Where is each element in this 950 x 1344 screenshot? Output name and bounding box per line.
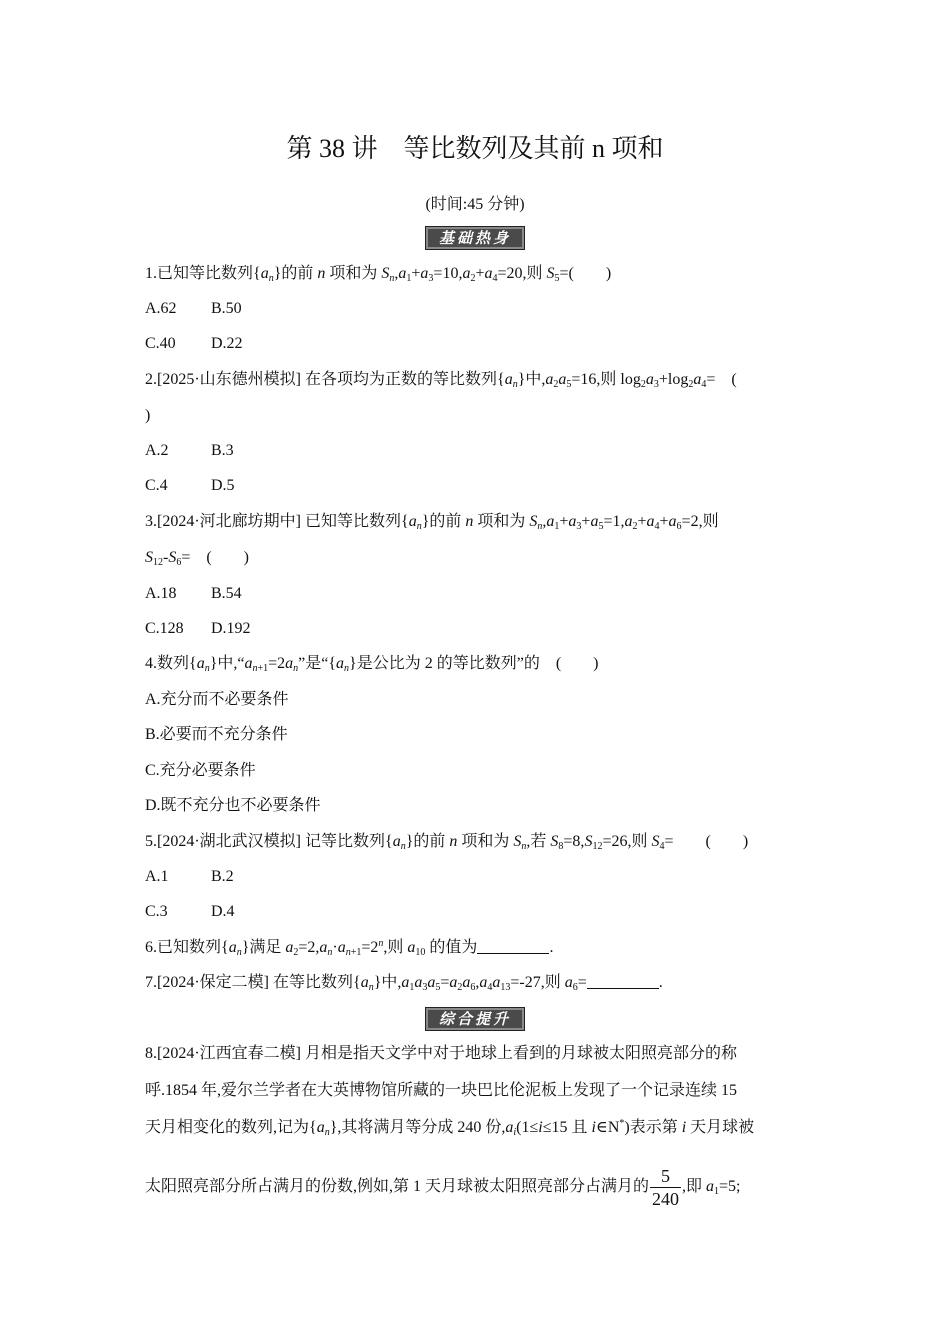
question-4-option-c: C.充分必要条件 xyxy=(145,762,256,779)
section-badge-basic: 基础热身 xyxy=(425,226,525,250)
question-5-options-row-2 xyxy=(145,901,235,923)
question-source: [2024·保定二模] xyxy=(157,974,269,991)
question-2-options-row-1 xyxy=(145,440,234,462)
question-2-options-row-2 xyxy=(145,475,235,497)
question-4-option-b: B.必要而不充分条件 xyxy=(145,726,288,743)
question-3-options-row-1 xyxy=(145,583,242,605)
question-2: 2.[2025·山东德州模拟] 在各项均为正数的等比数列$\{a_n\}$中$,a_2a_5=16$,则 $\log_2a_3+\log_2a_4=$ ( xyxy=(145,371,737,390)
option-d: D.192 xyxy=(211,620,251,637)
option-b: B.54 xyxy=(211,585,242,602)
option-c: C.128 xyxy=(145,620,184,637)
question-source: [2024·河北廊坊期中] xyxy=(157,513,301,530)
section-badge-advanced: 综合提升 xyxy=(425,1007,525,1031)
question-1: 1.已知等比数列$\{a_n\}$的前 n 项和为 $S_n,a_1+a_3=10,a_2+a_4=20$,则 $S_5=$( ) xyxy=(145,265,612,284)
option-b: B.2 xyxy=(211,868,234,885)
question-2-continuation: ) xyxy=(145,407,151,424)
question-3: 3.[2024·河北廊坊期中] 已知等比数列$\{a_n\}$的前 n 项和为 $S_n,a_1+a_3+a_5=1,a_2+a_4+a_6=2$,则 xyxy=(145,513,719,532)
fraction-numerator: 5 xyxy=(661,1166,671,1186)
time-limit-note: (时间:45 分钟) xyxy=(425,196,525,213)
option-c: C.4 xyxy=(145,477,168,494)
question-source: [2024·湖北武汉模拟] xyxy=(157,833,301,850)
page-title: 第 38 讲 等比数列及其前 n 项和 xyxy=(286,134,664,163)
option-c: C.40 xyxy=(145,335,176,352)
question-1-options-row-1 xyxy=(145,298,242,320)
question-3-continuation: $S_{12}-S_6=$ ( ) xyxy=(145,549,250,568)
option-a: A.1 xyxy=(145,868,169,885)
question-6: 6.已知数列$\{a_n\}$满足 $a_2=2,a_n\cdot a_{n+1}=2^n$,则 $a_{10}$ 的值为 . xyxy=(145,938,554,958)
question-8-line-1: 8.[2024·江西宜春二模] 月相是指天文学中对于地球上看到的月球被太阳照亮部分的称 xyxy=(145,1045,738,1062)
question-8-line-3: 天月相变化的数列,记为$\{a_n\}$,其将满月等分成 240 份$,a_i(1\le i\le 15$ 且 i∈N*)表示第 i 天月球被 xyxy=(145,1118,755,1138)
question-4-option-d: D.既不充分也不必要条件 xyxy=(145,797,321,814)
question-3-options-row-2 xyxy=(145,618,251,640)
option-b: B.3 xyxy=(211,442,234,459)
fraction-denominator: 240 xyxy=(652,1189,680,1209)
question-5: 5.[2024·湖北武汉模拟] 记等比数列$\{a_n\}$的前 n 项和为 $S_n$,若 $S_8=8,S_{12}=26$,则 $S_4=$ ( ) xyxy=(145,833,749,852)
question-source: [2025·山东德州模拟] xyxy=(157,371,301,388)
answer-blank[interactable] xyxy=(587,974,659,989)
fraction xyxy=(650,1165,681,1210)
option-a: A.18 xyxy=(145,585,177,602)
question-source: [2024·江西宜春二模] xyxy=(157,1045,301,1062)
answer-blank[interactable] xyxy=(477,939,549,954)
option-a: A.2 xyxy=(145,442,169,459)
question-4: 4.数列$\{a_n\}$中$,“a_{n+1}=2a_n$”是“$\{a_n\}$是公比为 2 的等比数列”的 ( ) xyxy=(145,655,599,674)
option-b: B.50 xyxy=(211,300,242,317)
option-a: A.62 xyxy=(145,300,177,317)
option-d: D.4 xyxy=(211,903,235,920)
question-8-line-4: 太阳照亮部分所占满月的份数,例如,第 1 天月球被太阳照亮部分占满月的 $\frac{5}{240}$ ,即 $a_1=5$; xyxy=(145,1166,741,1209)
option-d: D.5 xyxy=(211,477,235,494)
question-1-options-row-2 xyxy=(145,333,243,355)
question-8-line-2: 呼.1854 年,爱尔兰学者在大英博物馆所藏的一块巴比伦泥板上发现了一个记录连续 15 xyxy=(145,1082,738,1099)
question-7: 7.[2024·保定二模] 在等比数列$\{a_n\}$中$,a_1a_3a_5=a_2a_6,a_4a_{13}=-27$,则 $a_6=$ . xyxy=(145,974,663,993)
question-5-options-row-1 xyxy=(145,866,234,888)
option-d: D.22 xyxy=(211,335,243,352)
option-c: C.3 xyxy=(145,903,168,920)
question-4-option-a: A.充分而不必要条件 xyxy=(145,691,289,708)
